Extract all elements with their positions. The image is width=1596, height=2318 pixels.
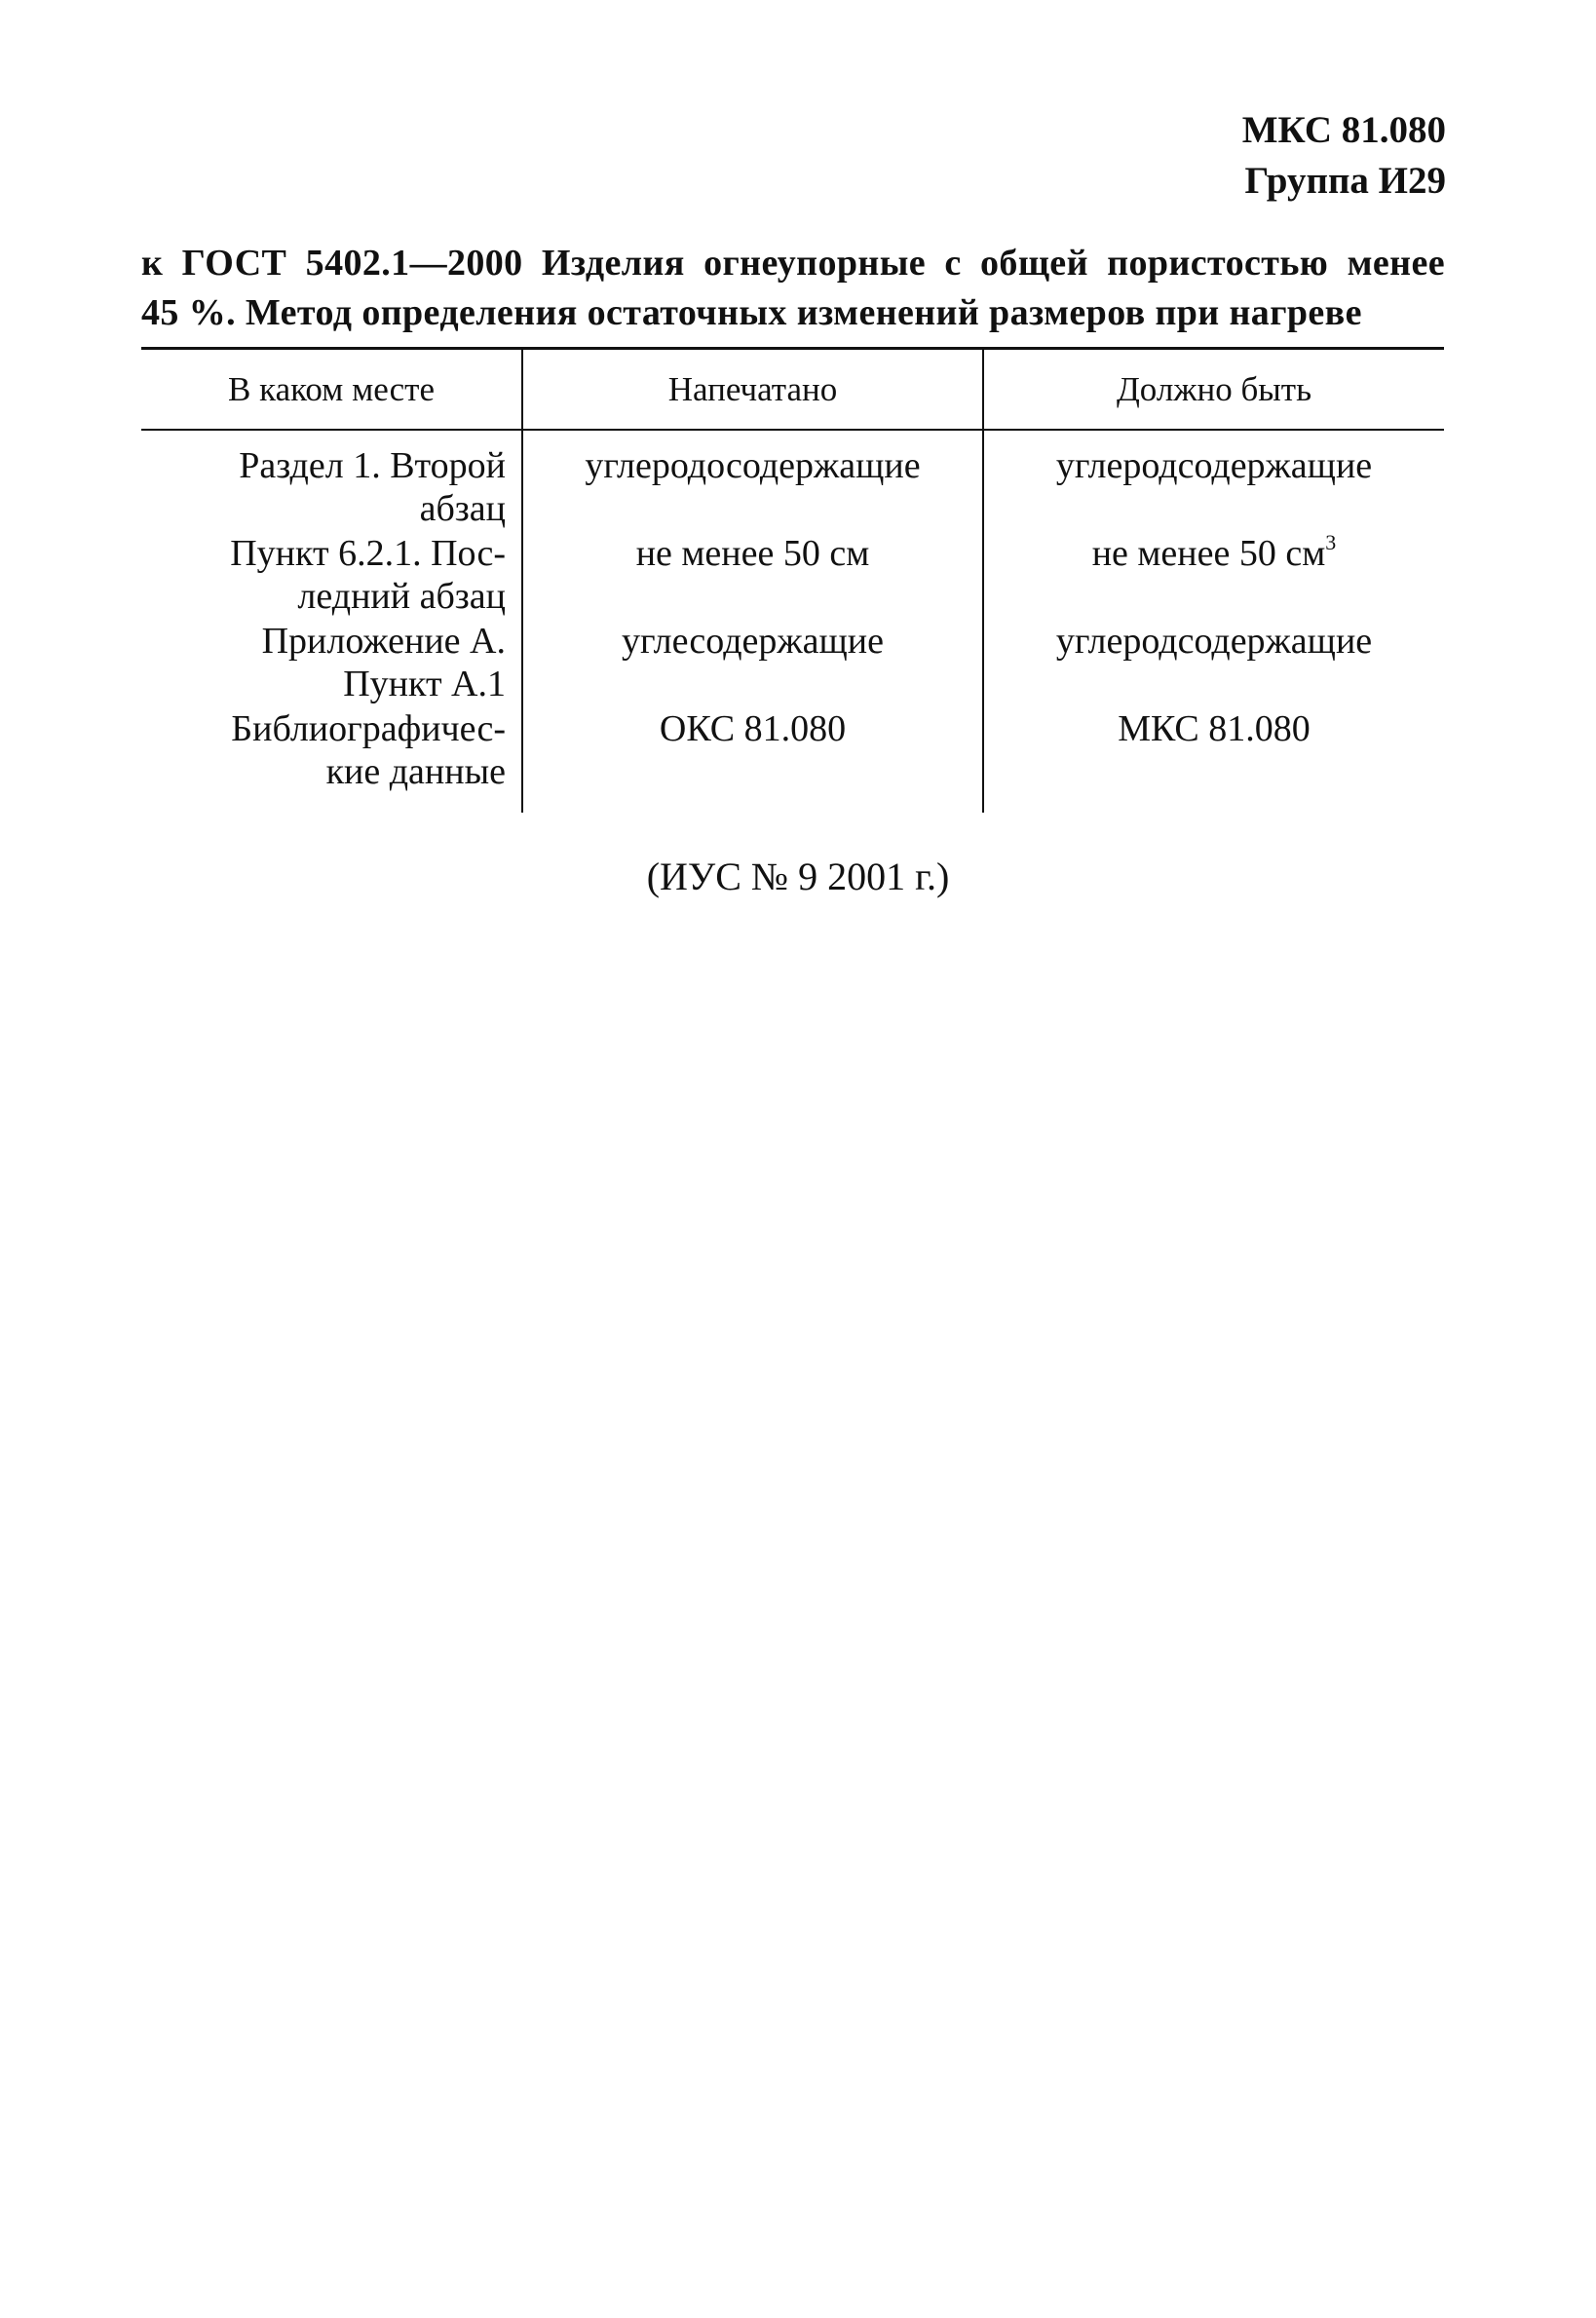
should-be-text: углеродсодержащие [1055,621,1373,662]
place-line-2: абзац [419,488,506,529]
should-be-text: МКС 81.080 [1118,708,1311,749]
printed-cell: ОКС 81.080 [522,707,983,813]
should-be-cell [983,620,1444,707]
mks-code: МКС 81.080 [1241,109,1446,151]
place-cell [141,430,522,532]
header-place: В каком месте [141,349,522,431]
amendment-title [141,239,1445,338]
table-row [141,430,1444,532]
should-be-cell [983,430,1444,532]
table-header-row [141,349,1444,431]
title-line-2: 45 %. Метод определения остаточных изменений размеров при нагреве [141,292,1362,333]
printed-cell: углесодержащие [522,620,983,707]
should-be-cell [983,532,1444,620]
place-line-2: Пункт А.1 [343,664,506,704]
place-line-1: Раздел 1. Второй [239,445,506,486]
group-code: Группа И29 [1244,160,1446,202]
classification-block [1242,105,1446,207]
should-be-text: углеродсодержащие [1055,445,1373,486]
title-line-1: к ГОСТ 5402.1—2000 Изделия огнеупорные с общей пористостью менее [141,243,1445,284]
source-reference: (ИУС № 9 2001 г.) [646,855,950,898]
table-row [141,620,1444,707]
printed-cell: углеродосодержащие [522,430,983,532]
place-line-2: ледний абзац [297,576,506,617]
place-cell [141,707,522,813]
header-should-be: Должно быть [983,349,1444,431]
should-be-cell [983,707,1444,813]
place-cell [141,620,522,707]
table-row [141,532,1444,620]
place-line-1: Приложение А. [261,621,506,662]
place-line-1: Пункт 6.2.1. Пос- [230,533,506,574]
header-printed: Напечатано [522,349,983,431]
place-line-2: кие данные [325,751,506,792]
should-be-text: не менее 50 см [1091,533,1326,574]
errata-table [141,347,1444,813]
superscript-exponent: 3 [1325,530,1337,554]
place-line-1: Библиографичес- [231,708,506,749]
table-row [141,707,1444,813]
place-cell [141,532,522,620]
printed-cell: не менее 50 см [522,532,983,620]
